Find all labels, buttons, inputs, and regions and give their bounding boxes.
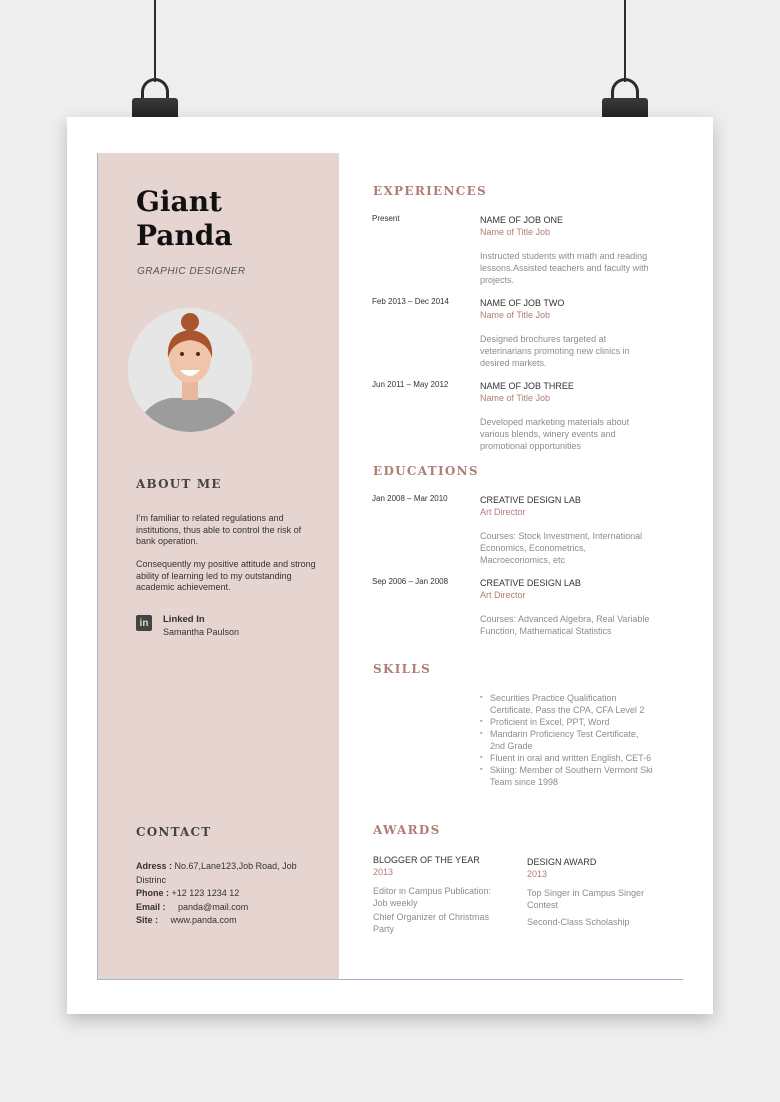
- contact-site: Site : www.panda.com: [136, 915, 237, 925]
- award-year: 2013: [527, 869, 548, 879]
- award-desc-1: Top Singer in Campus Singer Contest: [527, 888, 645, 910]
- hanging-wire-left: [154, 0, 156, 82]
- award-desc-1: Editor in Campus Publication: Job weekly: [373, 886, 492, 908]
- about-paragraph-1: I’m familiar to related regulations and institutions, thus able to control the risk of bank operation.: [136, 513, 302, 546]
- award-desc-2: Chief Organizer of Christmas Party: [373, 912, 490, 934]
- about-heading: ABOUT ME: [136, 477, 222, 491]
- contact-heading: CONTACT: [136, 825, 212, 839]
- contact-address: Adress : No.67,Lane123,Job Road, Job Distrinc: [136, 861, 297, 885]
- education-date: Jan 2008 – Mar 2010: [372, 494, 448, 503]
- award-year: 2013: [373, 867, 394, 877]
- list-item: ▪ Proficient in Excel, PPT, Word: [480, 716, 655, 728]
- profile-photo-illustration: [128, 308, 252, 432]
- job-role: GRAPHIC DESIGNER: [137, 266, 246, 277]
- first-name: Giant: [136, 185, 222, 218]
- hanging-wire-right: [624, 0, 626, 82]
- experience-date: Present: [372, 214, 400, 223]
- education-desc: Courses: Advanced Algebra, Real Variable Function, Mathematical Statistics: [480, 614, 650, 636]
- education-title: CREATIVE DESIGN LAB: [480, 495, 581, 505]
- contact-list: [136, 860, 326, 928]
- experience-subtitle: Name of Title Job: [480, 227, 551, 237]
- resume-page: [67, 117, 713, 1014]
- experience-title: NAME OF JOB THREE: [480, 381, 574, 391]
- educations-heading: EDUCATIONS: [373, 464, 479, 478]
- list-item: ▪ Securities Practice Qualification Certificate, Pass the CPA, CFA Level 2: [480, 692, 655, 716]
- experience-subtitle: Name of Title Job: [480, 393, 551, 403]
- skills-list: [480, 692, 655, 788]
- experiences-heading: EXPERIENCES: [373, 184, 487, 198]
- list-item: ▪ Fluent in oral and written English, CET-6: [480, 752, 655, 764]
- experience-title: NAME OF JOB TWO: [480, 298, 565, 308]
- person-name: [136, 185, 233, 253]
- experience-desc: Instructed students with math and reading lessons.Assisted teachers and faculty with projects.: [480, 251, 649, 285]
- sidebar: [97, 153, 339, 980]
- linkedin-title: Linked In: [163, 614, 205, 625]
- experience-desc: Designed brochures targeted at veterinarians promoting new clinics in desired markets.: [480, 334, 630, 368]
- last-name: Panda: [136, 219, 233, 252]
- about-paragraph-2: Consequently my positive attitude and strong ability of learning led to my outstanding academic achievement.: [136, 559, 316, 592]
- award-title: DESIGN AWARD: [527, 857, 597, 867]
- education-subtitle: Art Director: [480, 507, 526, 517]
- left-rule: [97, 153, 98, 980]
- skills-heading: SKILLS: [373, 662, 432, 676]
- linkedin-block[interactable]: [136, 614, 239, 638]
- award-desc-2: Second-Class Scholaship: [527, 917, 630, 927]
- experience-date: Feb 2013 – Dec 2014: [372, 297, 449, 306]
- linkedin-name: Samantha Paulson: [163, 627, 240, 637]
- experience-title: NAME OF JOB ONE: [480, 215, 564, 225]
- education-date: Sep 2006 – Jan 2008: [372, 577, 449, 586]
- profile-photo: [128, 308, 252, 432]
- experience-subtitle: Name of Title Job: [480, 310, 551, 320]
- experience-desc: Developed marketing materials about various blends, winery events and promotional opportunities: [480, 417, 630, 451]
- contact-email: Email : panda@mail.com: [136, 901, 249, 912]
- list-item: ▪ Mandarin Proficiency Test Certificate, 2nd Grade: [480, 728, 655, 752]
- award-title: BLOGGER OF THE YEAR: [373, 855, 480, 865]
- experience-date: Jun 2011 – May 2012: [372, 380, 449, 389]
- education-title: CREATIVE DESIGN LAB: [480, 578, 581, 588]
- award-item-right: [527, 856, 657, 929]
- education-desc: Courses: Stock Investment, International Economics, Econometrics, Macroeconomics, etc: [480, 531, 643, 565]
- awards-heading: AWARDS: [373, 823, 441, 837]
- education-subtitle: Art Director: [480, 590, 526, 600]
- list-item: ▪ Skiing: Member of Southern Vermont Ski Team since 1998: [480, 764, 655, 788]
- contact-phone: Phone : +12 123 1234 12: [136, 888, 240, 898]
- bottom-rule: [97, 979, 683, 980]
- award-item-left: [373, 854, 503, 935]
- linkedin-icon[interactable]: in: [136, 615, 152, 631]
